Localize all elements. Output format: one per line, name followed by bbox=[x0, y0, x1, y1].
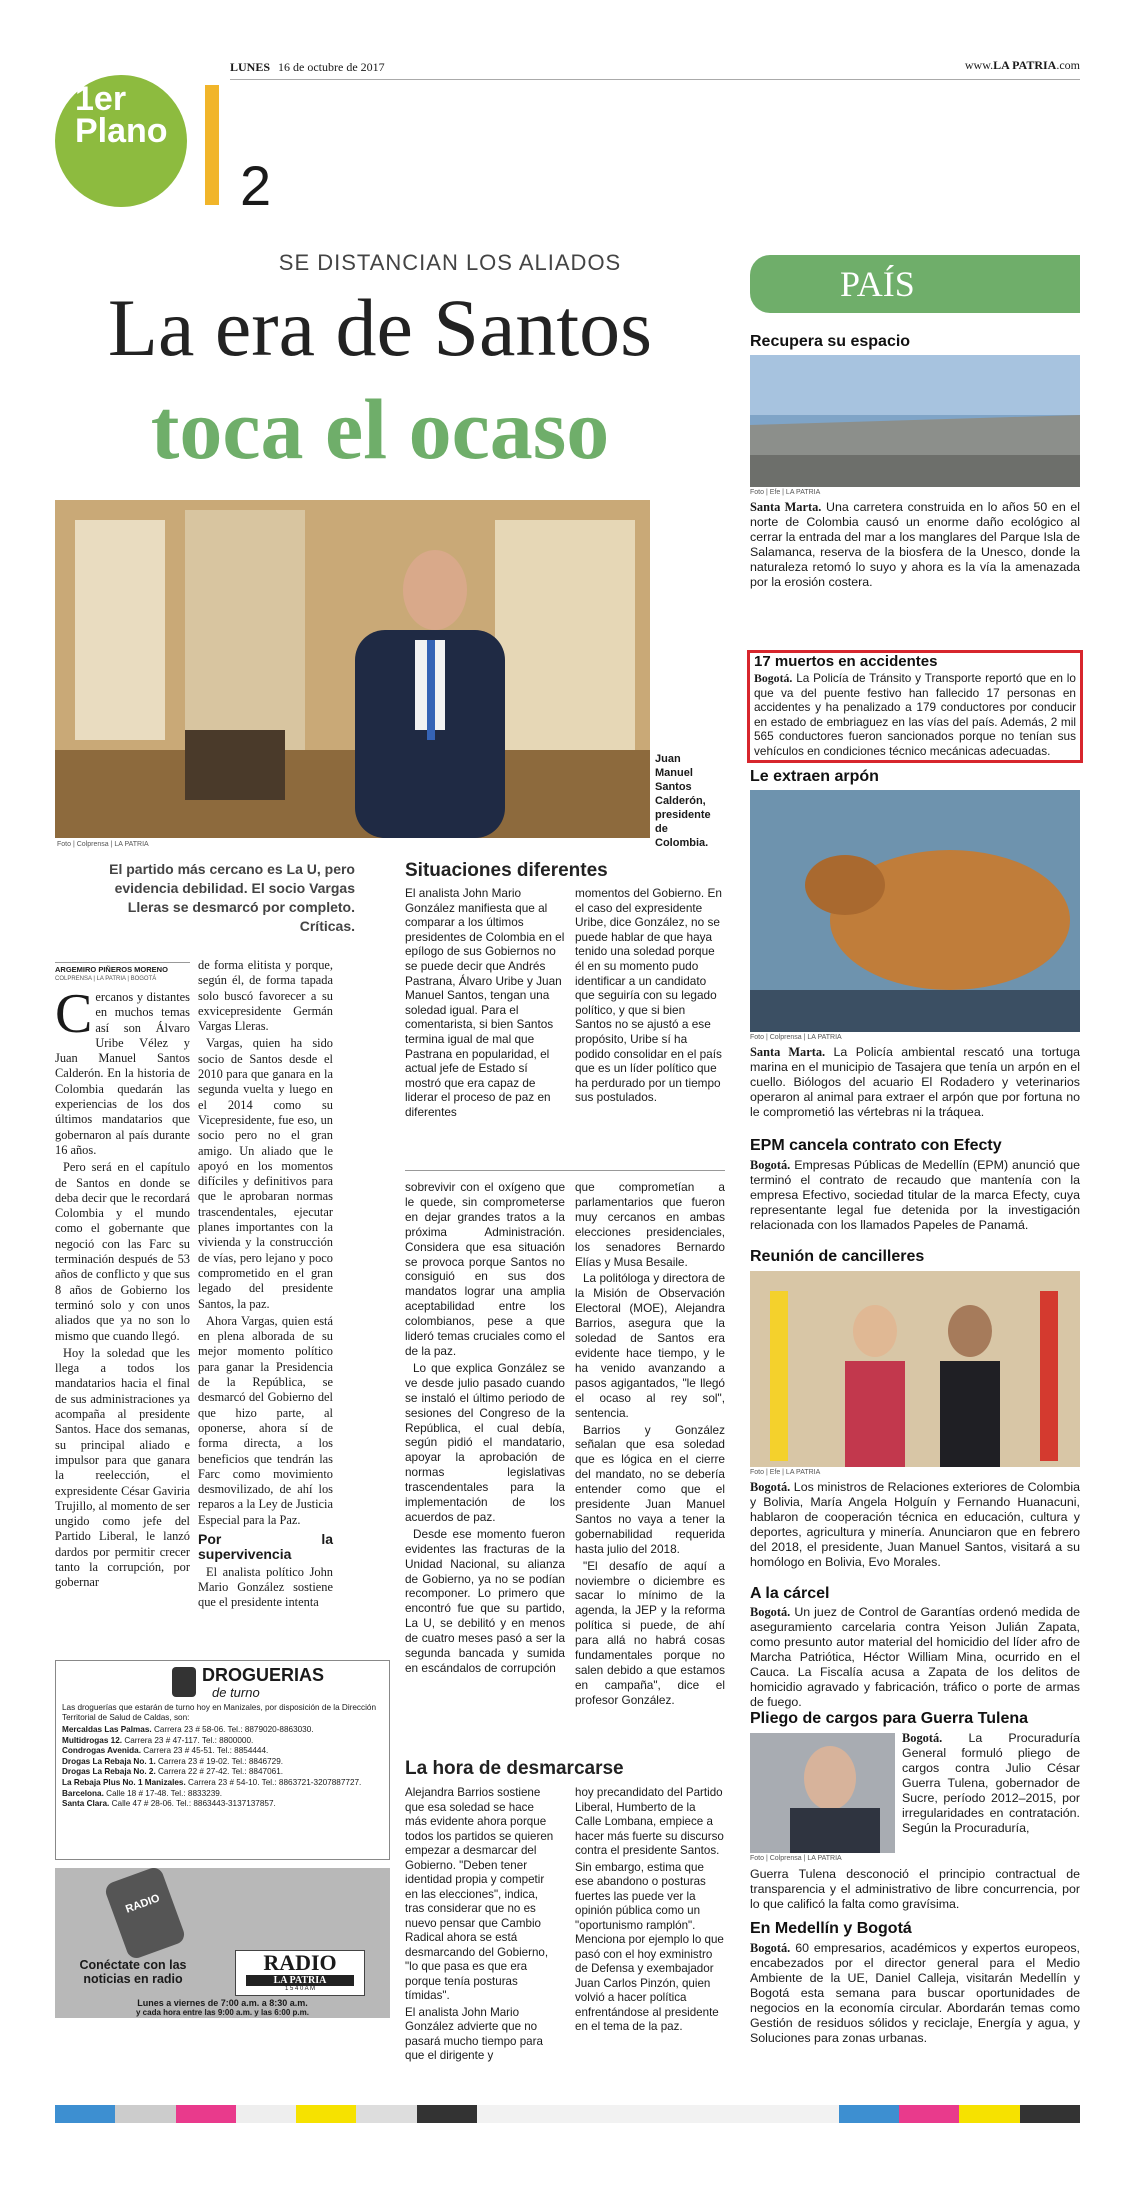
col4-p2: que comprometían a parlamentarios que fueron muy cercanos en ambas elecciones presidenciales, los senadores Bernardo Elías y Musa Besaile. bbox=[575, 1180, 725, 1269]
radio-brand2: LA PATRIA bbox=[246, 1975, 354, 1986]
s4-title: EPM cancela contrato con Efecty bbox=[750, 1137, 1002, 1154]
column-3a bbox=[405, 886, 565, 1122]
s5-credit: Foto | Efe | LA PATRIA bbox=[750, 1469, 821, 1476]
col2-p4: El analista político John Mario González sostiene que el presidente intenta bbox=[198, 1564, 333, 1610]
s7-text-2: Guerra Tulena desconoció el principio contractual de transparencia y el administrativo de libre concurrencia, por lo que calificó la falta como gravísima. bbox=[750, 1867, 1080, 1911]
pharmacy-title: DROGUERIAS bbox=[202, 1665, 325, 1685]
radio-freq: 1 5 4 0 A M bbox=[284, 1986, 316, 1992]
kicker: SE DISTANCIAN LOS ALIADOS bbox=[278, 250, 622, 275]
col6-p2: Sin embargo, estima que ese abandono o posturas fuertes las puede ver la opinión pública como un "oportunismo ramplón". Menciona por ejemplo lo que pasó con el hoy exministro de Defensa y exembajador Juan Carlos Pinzón, quien volvió a hacer política enfrentándose al presidente en el tema de la paz. bbox=[575, 1860, 724, 2033]
pharmacy-item: Santa Clara. Calle 47 # 28-06. Tel.: 8863443-3137137857. bbox=[62, 1799, 276, 1809]
column-5 bbox=[405, 1786, 555, 2066]
column-4a bbox=[575, 886, 725, 1107]
pharmacy-subtitle: de turno bbox=[212, 1685, 260, 1700]
column-4b bbox=[575, 1180, 725, 1710]
col5-p2: El analista John Mario González advierte que no pasará mucho tiempo para que el dirigente y bbox=[405, 2005, 543, 2062]
pais-banner: PAÍS bbox=[750, 255, 1080, 313]
pharmacy-list bbox=[62, 1725, 383, 1810]
radio-ad bbox=[55, 1868, 390, 2018]
radio-tagline: Conéctate con las noticias en radio bbox=[79, 1958, 187, 1986]
s7-text-1: Bogotá. La Procuraduría General formuló pliego de cargos contra Julio César Guerra Tulena, gobernador de Sucre, período 2012–2015, por irregularidades en contratación. Según la Procuraduría, bbox=[902, 1731, 1080, 1835]
s5-title: Reunión de cancilleres bbox=[750, 1248, 925, 1265]
s1-text: Santa Marta. Una carretera construida en lo años 50 en el norte de Colombia causó un enorme daño ecológico al cerrar la entrada del mar a los manglares del Parque Isla de Salamanca, reserva de la biosfera de la Unesco, donde la naturaleza retomó lo suyo y ahora es la vía la amenazada por la erosión costera. bbox=[750, 500, 1080, 589]
col4-p5: "El desafío de aquí a noviembre o diciembre es sacar lo mínimo de la agenda, la JEP y la reforma política si puede, de ahí para allá no habrá cosas fundamentales porque no salen debido a que estamos en campaña", dice el profesor González. bbox=[575, 1558, 725, 1707]
divider-1 bbox=[405, 1170, 725, 1171]
subhead-desmarcarse: La hora de desmarcarse bbox=[405, 1758, 624, 1779]
col1-p2: Pero será en el capítulo de Santos en donde se deba decir que le recordará Colombia y el mundo como el gobernante que negoció con las Farc su terminación después de 53 años de conflicto y que sus 8 años de Gobierno los terminó solo y con unos aliados que ya no son lo mismo que cuando llegó. bbox=[55, 1160, 190, 1343]
dropcap: C bbox=[55, 983, 93, 1045]
header-date: 16 de octubre de 2017 bbox=[278, 60, 385, 74]
pharmacy-item: Multidrogas 12. Carrera 23 # 47-117. Tel.: 8800000. bbox=[62, 1735, 254, 1745]
headline-2: toca el ocaso bbox=[150, 381, 610, 477]
radio-schedule-2: y cada hora entre las 9:00 a.m. y las 6:00 p.m. bbox=[136, 2008, 309, 2017]
col3-p2: sobrevivir con el oxígeno que le quede, sin comprometerse en dejar grandes tratos a la próxima Administración. Considera que esa situación se provoca porque Santos no consiguió en sus dos mandatos lograr una amplia aceptabilidad entre los colombianos, pese a que lideró temas cruciales como el de la paz. bbox=[405, 1180, 565, 1358]
pharmacy-item: Mercaldas Las Palmas. Carrera 23 # 58-06. Tel.: 8879020-8863030. bbox=[62, 1725, 314, 1734]
col3-p4: Desde ese momento fueron evidentes las fracturas de la Unidad Nacional, su alianza de Gobierno, ya no se podían recomponer. Lo primero que encontró fue que su partido, La U, se debilitó y en menos de cuatro meses pasó a ser la segunda bancada y sumida en escándalos de corrupción bbox=[405, 1526, 565, 1675]
pharmacy-item: Drogas La Rebaja No. 1. Carrera 23 # 19-02. Tel.: 8846729. bbox=[62, 1756, 284, 1766]
radio-brand: RADIO bbox=[263, 1950, 337, 1975]
header-site[interactable]: www.LA PATRIA.com bbox=[964, 58, 1080, 72]
s8-text: Bogotá. 60 empresarios, académicos y expertos europeos, encabezados por el director general para el Medio Ambiente de la UE, Daniel Calleja, visitarán Medellín y Bogotá esta semana para buscar oportunidades de negocios en la economía circular. Abordarán temas como Gestión de residuos sólidos y reciclaje, Energía y agua, y Soluciones para zonas urbanas. bbox=[750, 1941, 1080, 2045]
col4-p4: Barrios y González señalan que esa soledad que es lógica en el cierre del mandato, no se debería entender como que el presidente Juan Manuel Santos no vaya a tener la gobernabilidad requerida hasta julio del 2018. bbox=[575, 1422, 725, 1556]
col2-p1: de forma elitista y porque, según él, de forma tapada solo buscó favorecer a su exvicepresidente Germán Vargas Lleras. bbox=[198, 958, 333, 1034]
s4-text: Bogotá. Empresas Públicas de Medellín (EPM) anunció que terminó el contrato de recaudo que mantenía con la empresa Efectivo, sociedad titular de la marca Efecty, cuya representante legal fue detenida por la investigación relacionada con los llamados Papeles de Panamá. bbox=[750, 1158, 1080, 1232]
mic-label: RADIO bbox=[124, 1892, 162, 1916]
col3-p3: Lo que explica González se ve desde julio pasado cuando se instaló el último periodo de sesiones del Congreso de la República, el cual debía, según pidió el mandatario, apoyar la aprobación de normas legislativas trascendentales para la implementación de los acuerdos de paz. bbox=[405, 1360, 565, 1524]
sidebar bbox=[750, 255, 1080, 2065]
lead: El partido más cercano es La U, pero evidencia debilidad. El socio Vargas Lleras se desmarcó por completo. Críticas. bbox=[109, 861, 355, 934]
photo-caption: Juan Manuel Santos Calderón, presidente de Colombia. bbox=[655, 753, 711, 849]
microphone-icon bbox=[103, 1868, 187, 1961]
column-6 bbox=[575, 1786, 725, 2037]
byline: ARGEMIRO PIÑEROS MORENO bbox=[55, 962, 190, 974]
column-3b bbox=[405, 1180, 565, 1678]
s1-title: Recupera su espacio bbox=[750, 333, 911, 350]
pharmacy-ad bbox=[55, 1660, 390, 1860]
s2-text: Bogotá. La Policía de Tránsito y Transporte reportó que en lo que va del puente festivo han fallecido 17 personas en accidentes y ha penalizado a 179 conductores por conducir en estado de embriaguez en las vías del país. Además, 2 mil 565 conductores fueron sancionados porque no tenían sus vehículos en condiciones técnico mecánicas adecuadas. bbox=[754, 671, 1076, 758]
s8-title: En Medellín y Bogotá bbox=[750, 1920, 912, 1937]
col4-p3: La politóloga y directora de la Misión de Observación Electoral (MOE), Alejandra Barrios, asegura que la soledad de Santos era evidente hace tiempo, y le ha venido avanzando a pasos agigantados, "le llegó el ocaso al rey sol", sentencia. bbox=[575, 1271, 725, 1420]
santos-photo-illustration bbox=[55, 500, 650, 838]
column-1 bbox=[55, 983, 190, 1593]
s5-photo bbox=[750, 1271, 1080, 1467]
header-day: LUNES bbox=[230, 60, 271, 74]
column-2 bbox=[198, 958, 333, 1612]
photo-credit: Foto | Colprensa | LA PATRIA bbox=[57, 841, 149, 848]
radio-schedule-1: Lunes a viernes de 7:00 a.m. a 8:30 a.m. bbox=[137, 1998, 308, 2008]
s6-title: A la cárcel bbox=[750, 1585, 830, 1602]
col2-p3: Ahora Vargas, quien está en plena alborada de su mejor momento político para ganar la Presidencia de la República, se desmarcó del Gobierno del que hizo parte, al oponerse, ahora sí de forma directa, a los beneficios que tendrán las Farc como movimiento desmovilizado, de ahí los reparos a la Ley de Justicia Especial para la Paz. bbox=[198, 1313, 333, 1527]
col6-p1: hoy precandidato del Partido Liberal, Humberto de la Calle Lombana, empiece a hacer más fuerte su discurso contra el presidente Santos. bbox=[575, 1786, 724, 1857]
s7-title: Pliego de cargos para Guerra Tulena bbox=[750, 1710, 1029, 1727]
santos-photo bbox=[55, 500, 650, 838]
pharmacy-icon bbox=[172, 1667, 196, 1697]
s3-text: Santa Marta. La Policía ambiental rescató una tortuga marina en el municipio de Tasajera que tenía un arpón en el cuello. Biólogos del acuario El Rodadero y veterinarios operaron al animal para extraer el arpón que por fortuna no le comprometió las vértebras ni la tráquea. bbox=[750, 1045, 1080, 1119]
col5-p1: Alejandra Barrios sostiene que esa soledad se hace más evidente ahora porque todos los partidos se quieren empezar a desmarcar del Gobierno. "Deben tener identidad propia y competir en las elecciones", indica, tras considerar que no es nuevo pensar que Cambio Radical ahora se está desmarcando del Gobierno, "lo que pasa es que era porque tenía posturas tímidas". bbox=[405, 1786, 554, 2002]
s5-text: Bogotá. Los ministros de Relaciones exteriores de Colombia y Bolivia, María Angela Holguín y Fernando Huanacuni, hablaron de cooperación técnica en educación, cultura y deportes, agricultura y minería. Anunciaron que en febrero del 2018, el presidente, Juan Manuel Santos, visitará a su homólogo en Bolivia, Evo Morales. bbox=[750, 1480, 1080, 1569]
subhead-situations: Situaciones diferentes bbox=[405, 860, 608, 881]
page-number: 2 bbox=[240, 154, 272, 217]
section-logo bbox=[55, 75, 205, 205]
subhead-survival: Por la supervivencia bbox=[198, 1530, 333, 1563]
section-logo-text: 1er Plano bbox=[75, 80, 168, 150]
s1-credit: Foto | Efe | LA PATRIA bbox=[750, 489, 821, 496]
pharmacy-item: Barcelona. Calle 18 # 17-48. Tel.: 8833239. bbox=[62, 1788, 223, 1798]
byline-sub: COLPRENSA | LA PATRIA | BOGOTÁ bbox=[55, 976, 157, 982]
pharmacy-item: Drogas La Rebaja No. 2. Carrera 22 # 27-42. Tel.: 8847061. bbox=[62, 1767, 284, 1777]
s7-credit: Foto | Colprensa | LA PATRIA bbox=[750, 1855, 842, 1862]
s2-title: 17 muertos en accidentes bbox=[754, 653, 938, 670]
s6-text: Bogotá. Un juez de Control de Garantías ordenó medida de aseguramiento carcelaria contra Yeison Julián Zapata, como presunto autor material del homicidio del líder afro de Marcha Patriótica, Héctor William Mina, ocurrido en el Cauca. La Fiscalía acusa a Zapata de los delitos de homicidio agravado y fabricación, tráfico o porte de armas de fuego. bbox=[750, 1605, 1080, 1709]
page-header bbox=[230, 58, 1080, 80]
pharmacy-item: Condrogas Avenida. Carrera 23 # 45-51. Tel.: 8854444. bbox=[62, 1746, 269, 1756]
s3-photo bbox=[750, 790, 1080, 1032]
col4-p1: momentos del Gobierno. En el caso del expresidente Uribe, dice González, no se puede hablar de que haya tenido una soledad porque él en su momento pudo identificar a un candidato que seguiría con su legado político, y que si bien Santos no se ajustó a ese propósito, Uribe sí ha podido consolidar en el país que es un líder político que ha perdurado por un tiempo sus postulados. bbox=[575, 886, 722, 1105]
col1-p3: Hoy la soledad que les llega a todos los mandatarios hacia el final de sus administraciones ya acompaña al presidente Santos. Hace dos semanas, su principal aliado e impulsor para que ganara la reelección, el expresidente César Gaviria Trujillo, al momento de ser ungido como jefe del Partido Liberal, le lanzó dardos por permitir crecer tanto la corrupción, por gobernar bbox=[55, 1345, 190, 1590]
pharmacy-item: La Rebaja Plus No. 1 Manizales. Carrera 23 # 54-10. Tel.: 8863721-3207887727. bbox=[62, 1777, 362, 1787]
color-bar bbox=[55, 2105, 1080, 2123]
s1-photo bbox=[750, 355, 1080, 487]
pharmacy-intro: Las droguerías que estarán de turno hoy en Manizales, por disposición de la Dirección Territorial de Salud de Caldas, son: bbox=[62, 1703, 377, 1722]
s3-title: Le extraen arpón bbox=[750, 768, 879, 785]
s7-photo bbox=[750, 1733, 895, 1853]
s3-credit: Foto | Colprensa | LA PATRIA bbox=[750, 1034, 842, 1041]
radio-logo bbox=[235, 1950, 365, 1996]
headline: La era de Santos bbox=[107, 282, 653, 373]
col3-p1: El analista John Mario González manifiesta que al comparar a los últimos presidentes de Colombia en el epílogo de sus Gobiernos no se puede decir que Andrés Pastrana, Álvaro Uribe y Juan Manuel Santos, tengan una soledad igual. Para el comentarista, si bien Santos termina igual de mal que Pastrana en popularidad, el actual jefe de Estado sí mostró que era capaz de liderar el proceso de paz en diferentes bbox=[405, 886, 565, 1119]
col1-p1: ercanos y distantes en muchos temas así son Álvaro Uribe Vélez y Juan Manuel Santos Calderón. En la historia de Colombia quedarán las experiencias de los dos últimos mandatarios que gobernaron al país durante 16 años. bbox=[55, 990, 190, 1157]
col2-p2: Vargas, quien ha sido socio de Santos desde el 2010 para que ganara en la segunda vuelta y luego en el 2014 como su Vicepresidente, fue eso, un socio pero no el gran amigo. Un aliado que le apoyó en los momentos difíciles y definitivos para que le aprobaran normas trascendentales, ejecutar planes importantes con la vivienda y la construcción de vías, pero lejano y poco comprometido en el gran legado del presidente Santos, la paz. bbox=[198, 1036, 333, 1311]
